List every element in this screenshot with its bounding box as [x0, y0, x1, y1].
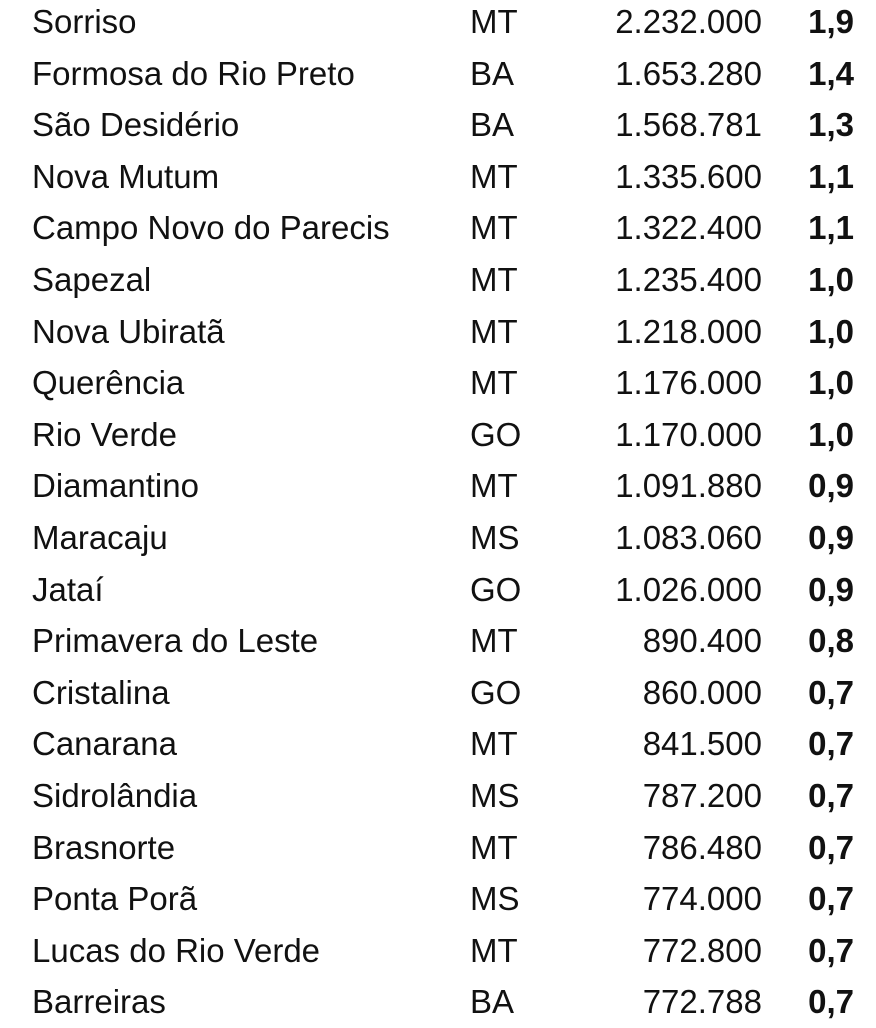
share-percent: 1,0	[808, 260, 854, 298]
state-code: GO	[470, 673, 522, 711]
state-code: MT	[470, 3, 518, 40]
city-name: Sapezal	[32, 260, 152, 298]
table-row	[0, 718, 876, 770]
state-code: MT	[470, 209, 518, 247]
production-value: 1.083.060	[615, 518, 762, 556]
share-percent: 1,4	[808, 54, 854, 92]
production-value: 1.026.000	[615, 570, 762, 608]
state-code: MT	[470, 260, 518, 298]
share-percent: 1,3	[808, 106, 854, 144]
share-percent: 0,7	[808, 673, 854, 711]
state-code: MT	[470, 828, 518, 866]
city-name: Nova Ubiratã	[32, 312, 225, 350]
state-code: MT	[470, 364, 518, 402]
state-code: BA	[470, 983, 515, 1021]
city-name: Sidrolândia	[32, 776, 198, 814]
production-value: 841.500	[642, 725, 762, 763]
production-value: 1.176.000	[615, 364, 762, 402]
production-value: 774.000	[642, 880, 762, 918]
production-value: 890.400	[642, 622, 762, 660]
state-code: BA	[470, 106, 515, 144]
production-value: 1.653.280	[615, 54, 762, 92]
production-value: 1.218.000	[615, 312, 762, 350]
table-row	[0, 357, 876, 409]
share-percent: 1,0	[808, 364, 854, 402]
production-value: 1.568.781	[615, 106, 762, 144]
production-value: 787.200	[642, 776, 762, 814]
city-name: Lucas do Rio Verde	[32, 931, 321, 969]
table-row	[0, 409, 876, 461]
table-row	[0, 48, 876, 100]
city-name: Campo Novo do Parecis	[32, 209, 390, 247]
city-name: Brasnorte	[32, 828, 176, 866]
share-percent: 0,7	[808, 983, 854, 1021]
city-name: Ponta Porã	[32, 880, 198, 918]
production-value: 786.480	[642, 828, 762, 866]
city-name: Querência	[32, 364, 185, 402]
share-percent: 0,7	[808, 828, 854, 866]
city-name: Cristalina	[32, 673, 170, 711]
production-value: 1.170.000	[615, 415, 762, 453]
state-code: MT	[470, 622, 518, 660]
production-value: 2.232.000	[615, 3, 762, 40]
table-row	[0, 770, 876, 822]
production-value: 860.000	[642, 673, 762, 711]
state-code: MT	[470, 931, 518, 969]
city-name: Barreiras	[32, 983, 166, 1021]
state-code: MT	[470, 467, 518, 505]
share-percent: 1,1	[808, 157, 854, 195]
production-value: 772.800	[642, 931, 762, 969]
state-code: MS	[470, 776, 520, 814]
share-percent: 0,7	[808, 931, 854, 969]
share-percent: 1,0	[808, 415, 854, 453]
table-row	[0, 615, 876, 667]
production-value: 1.091.880	[615, 467, 762, 505]
state-code: MS	[470, 518, 520, 556]
city-name: Primavera do Leste	[32, 622, 319, 660]
state-code: MT	[470, 312, 518, 350]
share-percent: 0,9	[808, 570, 854, 608]
production-value: 1.335.600	[615, 157, 762, 195]
city-name: Diamantino	[32, 467, 199, 505]
city-name: Sorriso	[32, 3, 137, 40]
table-row	[0, 667, 876, 719]
city-name: Canarana	[32, 725, 177, 763]
share-percent: 0,9	[808, 518, 854, 556]
city-name: Formosa do Rio Preto	[32, 54, 355, 92]
state-code: MT	[470, 157, 518, 195]
city-name: São Desidério	[32, 106, 240, 144]
table-row	[0, 460, 876, 512]
table-row	[0, 306, 876, 358]
table-row	[0, 564, 876, 616]
share-percent: 0,8	[808, 622, 854, 660]
city-name: Maracaju	[32, 518, 168, 556]
table-row	[0, 99, 876, 151]
share-percent: 0,7	[808, 725, 854, 763]
city-name: Jataí	[32, 570, 104, 608]
state-code: GO	[470, 570, 522, 608]
state-code: MT	[470, 725, 518, 763]
share-percent: 1,0	[808, 312, 854, 350]
table-row	[0, 873, 876, 925]
state-code: GO	[470, 415, 522, 453]
production-value: 772.788	[642, 983, 762, 1021]
share-percent: 1,1	[808, 209, 854, 247]
table-row	[0, 254, 876, 306]
table-row	[0, 822, 876, 874]
state-code: BA	[470, 54, 515, 92]
city-name: Rio Verde	[32, 415, 177, 453]
table-row	[0, 202, 876, 254]
table-row	[0, 0, 876, 48]
production-value: 1.235.400	[615, 260, 762, 298]
state-code: MS	[470, 880, 520, 918]
share-percent: 0,7	[808, 880, 854, 918]
table-row	[0, 151, 876, 203]
city-name: Nova Mutum	[32, 157, 220, 195]
table-row	[0, 512, 876, 564]
share-percent: 1,9	[808, 3, 854, 40]
table-row	[0, 976, 876, 1028]
share-percent: 0,9	[808, 467, 854, 505]
share-percent: 0,7	[808, 776, 854, 814]
table-row	[0, 925, 876, 977]
production-value: 1.322.400	[615, 209, 762, 247]
